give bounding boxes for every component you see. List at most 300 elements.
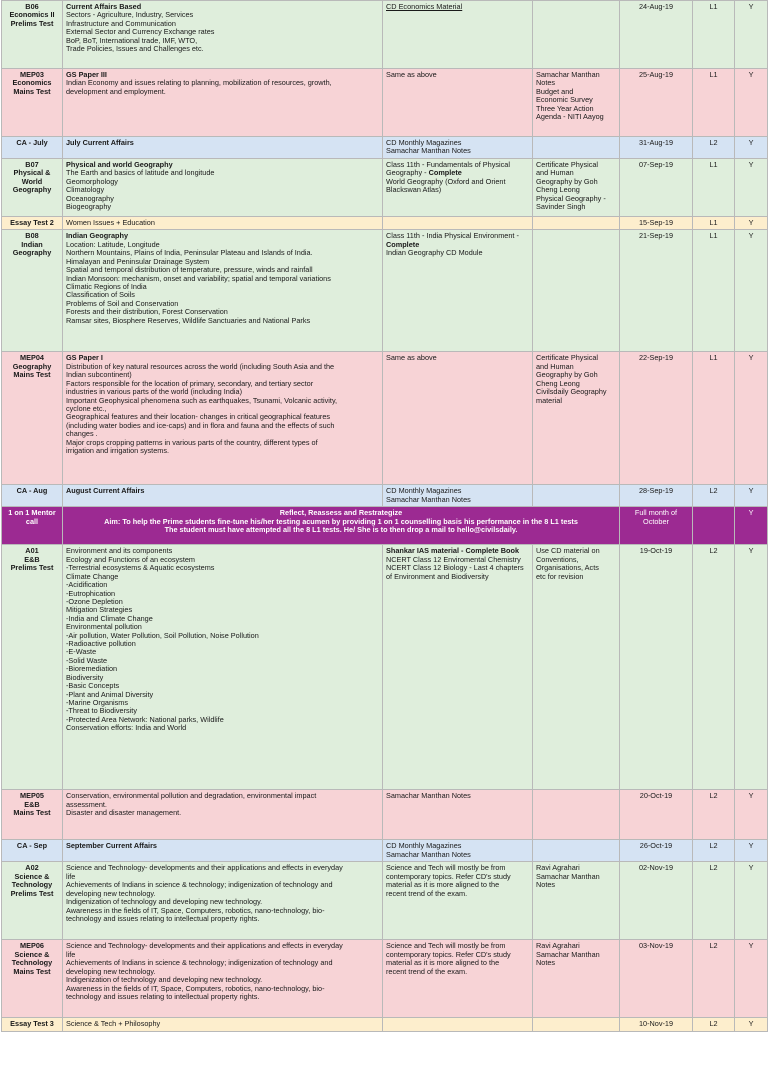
text-line: Ravi Agrahari <box>536 863 580 873</box>
text-line: Important Geophysical phenomena such as earthquakes, Tsunami, Volcanic activity, <box>66 395 338 405</box>
text-line: Class 11th - Fundamentals of Physical <box>386 160 510 169</box>
topic-title: July Current Affairs <box>66 138 134 147</box>
code-line: A02 <box>25 863 39 873</box>
row-material-mep06-science-technology-mains-test <box>383 940 533 1018</box>
text-line: -Acidification <box>66 580 108 590</box>
row-code-a02-science-technology-prelims-test <box>2 862 63 940</box>
text-line: Factors responsible for the location of primary, secondary, and tertiary sector <box>66 378 314 388</box>
table-row <box>2 159 768 217</box>
row-flag-mep06-science-technology-mains-test: Y <box>735 940 768 1018</box>
code-line: MEP03 <box>20 70 44 79</box>
row-topic-essay-test-2 <box>63 217 383 230</box>
code-line: Prelims Test <box>10 888 54 898</box>
table-row <box>2 545 768 790</box>
text-line: and Human <box>536 361 574 371</box>
code-line: Science & <box>14 871 50 881</box>
text-line: -Ozone Depletion <box>66 596 123 606</box>
text-line: Certificate Physical <box>536 353 599 363</box>
text-line: Achievements of Indians in science & technology; indigenization of technology and <box>66 880 333 890</box>
code-line: E&B <box>24 799 40 809</box>
row-topic-mep04-geography-mains-test <box>63 352 383 485</box>
text-line: Three Year Action <box>536 103 594 113</box>
mentor-banner-note: The student must have attempted all the 8 L1 tests. He/ She is to then drop a mail to hello@civilsdaily. <box>164 525 518 535</box>
text-line: Indian subcontinent) <box>66 370 132 380</box>
study-plan-schedule-table <box>1 0 768 1032</box>
text-line: World Geography (Oxford and Orient <box>386 176 506 186</box>
code-line: 20-Oct-19 <box>639 791 673 801</box>
topic-title: August Current Affairs <box>66 486 145 496</box>
row-flag-b06-economics-ii-prelims-test: Y <box>735 1 768 69</box>
row-topic-essay-test-3 <box>63 1018 383 1031</box>
text-line: Climate Change <box>66 571 119 581</box>
text-line: -Air pollution, Water Pollution, Soil Pollution, Noise Pollution <box>66 630 259 640</box>
row-extra-material-mep05-eb-mains-test <box>533 790 620 840</box>
text-line: Notes <box>536 880 556 890</box>
row-date-a02-science-technology-prelims-test <box>620 862 693 940</box>
topic-text: Women Issues + Education <box>66 218 155 227</box>
text-line: CD Monthly Magazines <box>386 138 462 147</box>
row-date-mep05-eb-mains-test <box>620 790 693 840</box>
text-line: Achievements of Indians in science & technology; indigenization of technology and <box>66 958 333 968</box>
row-material-ca-sep <box>383 840 533 862</box>
text-line: Biodiversity <box>66 672 104 682</box>
text-line: Sectors - Agriculture, Industry, Services <box>66 10 194 20</box>
text-line: External Sector and Currency Exchange rates <box>66 27 215 37</box>
text-line: Use CD material on <box>536 546 600 556</box>
row-date-essay-test-3 <box>620 1018 693 1031</box>
row-level-essay-test-2: L1 <box>693 217 735 230</box>
topic-title: Current Affairs Based <box>66 2 142 11</box>
row-level-b07-physical-world-geography: L1 <box>693 159 735 217</box>
row-code-ca-sep <box>2 840 63 862</box>
row-extra-material-b07-physical-world-geography <box>533 159 620 217</box>
text-line: Samachar Manthan <box>536 949 600 959</box>
row-material-a01-eb-prelims-test <box>383 545 533 790</box>
text-line: Environment and its components <box>66 546 173 556</box>
text-line: cyclone etc., <box>66 403 107 413</box>
text-line: NCERT Class 12 Enviromental Chemistry <box>386 554 521 564</box>
text-line: -E-Waste <box>66 647 97 657</box>
row-code-a01-eb-prelims-test <box>2 545 63 790</box>
row-code-b07-physical-world-geography <box>2 159 63 217</box>
text-line: Savinder Singh <box>536 202 586 212</box>
code-line: 28-Sep-19 <box>638 486 674 496</box>
row-date-essay-test-2 <box>620 217 693 230</box>
row-date-mep06-science-technology-mains-test <box>620 940 693 1018</box>
row-date-mep03-economics-mains-test <box>620 69 693 137</box>
text-line: Mitigation Strategies <box>66 605 133 615</box>
row-level-mep05-eb-mains-test: L2 <box>693 790 735 840</box>
text-line: Trade Policies, Issues and Challenges etc. <box>66 44 204 54</box>
row-level-ca-july: L2 <box>693 137 735 159</box>
code-line: MEP06 <box>20 941 44 951</box>
row-date-b07-physical-world-geography <box>620 159 693 217</box>
text-line: Problems of Soil and Conservation <box>66 298 179 308</box>
code-line: Indian <box>21 239 43 249</box>
code-line: Mains Test <box>13 808 51 818</box>
row-topic-b08-indian-geography <box>63 230 383 352</box>
row-extra-material-b06-economics-ii-prelims-test <box>533 1 620 69</box>
row-flag-mep03-economics-mains-test: Y <box>735 69 768 137</box>
row-date-ca-sep <box>620 840 693 862</box>
text-line: Forests and their distribution, Forest Conservation <box>66 307 228 317</box>
row-date-b08-indian-geography <box>620 230 693 352</box>
material-text: CD Economics Material <box>386 2 463 11</box>
code-line: Technology <box>11 880 53 890</box>
code-line: B07 <box>25 160 39 169</box>
code-line: Mains Test <box>13 86 51 96</box>
row-topic-a01-eb-prelims-test <box>63 545 383 790</box>
text-line: recent trend of the exam. <box>386 888 468 898</box>
text-line: material <box>536 395 562 405</box>
code-line: 24-Aug-19 <box>638 2 674 11</box>
row-flag-essay-test-2: Y <box>735 217 768 230</box>
row-extra-material-mep04-geography-mains-test <box>533 352 620 485</box>
code-line: 19-Oct-19 <box>639 546 673 556</box>
text-line: Ecology and Functions of an ecosystem <box>66 554 195 564</box>
text-line: Classification of Soils <box>66 290 135 300</box>
text-line: Indigenization of technology and developing new technology. <box>66 975 263 985</box>
text-line: Civilsdaily Geography <box>536 387 607 397</box>
row-extra-material-mep03-economics-mains-test <box>533 69 620 137</box>
mentor-call-banner <box>63 507 620 545</box>
row-code-ca-july <box>2 137 63 159</box>
code-line: Geography <box>12 361 52 371</box>
text-line: Indian Economy and issues relating to planning, mobilization of resources, growth, <box>66 78 332 88</box>
row-material-a02-science-technology-prelims-test <box>383 862 533 940</box>
text-line: development and employment. <box>66 86 166 96</box>
code-line: MEP05 <box>20 791 44 801</box>
text-line: Geomorphology <box>66 176 118 186</box>
row-code-essay-test-2 <box>2 217 63 230</box>
text-line: Conservation efforts: India and World <box>66 723 187 733</box>
text-line: assessment. <box>66 799 107 809</box>
mentor-banner-aim: Aim: To help the Prime students fine-tune his/her testing acumen by providing 1 on 1 counselling basis his performance in the 8 L1 tests <box>104 516 578 526</box>
text-line: -Marine Organisms <box>66 698 129 708</box>
code-line: World <box>21 176 43 186</box>
text-line: Science and Technology- developments and their applications and effects in everyday <box>66 941 343 951</box>
table-row <box>2 507 768 545</box>
row-flag-ca-aug: Y <box>735 485 768 507</box>
text-line: Certificate Physical <box>536 160 599 169</box>
row-flag-mep05-eb-mains-test: Y <box>735 790 768 840</box>
row-code-mep04-geography-mains-test <box>2 352 63 485</box>
row-topic-ca-sep <box>63 840 383 862</box>
row-flag-a02-science-technology-prelims-test: Y <box>735 862 768 940</box>
text-line: -Eutrophication <box>66 588 116 598</box>
code-line: Essay Test 3 <box>10 1019 54 1029</box>
table-row <box>2 217 768 230</box>
text-line: Physical Geography - <box>536 193 606 203</box>
row-flag-essay-test-3: Y <box>735 1018 768 1031</box>
code-line: Technology <box>11 958 53 968</box>
table-row <box>2 137 768 159</box>
text-line: Class 11th - India Physical Environment - <box>386 231 519 241</box>
row-flag-b07-physical-world-geography: Y <box>735 159 768 217</box>
text-line: Spatial and temporal distribution of temperature, pressure, winds and rainfall <box>66 265 313 275</box>
text-line: Samachar Manthan Notes <box>386 849 471 859</box>
row-level-a01-eb-prelims-test: L2 <box>693 545 735 790</box>
row-material-essay-test-3 <box>383 1018 533 1031</box>
row-date-a01-eb-prelims-test <box>620 545 693 790</box>
row-code-mep05-eb-mains-test <box>2 790 63 840</box>
row-topic-mep05-eb-mains-test <box>63 790 383 840</box>
topic-title: Indian Geography <box>66 231 129 241</box>
row-material-ca-july <box>383 137 533 159</box>
code-line: Geography <box>12 248 52 258</box>
text-line: developing new technology. <box>66 888 156 898</box>
row-level-b06-economics-ii-prelims-test: L1 <box>693 1 735 69</box>
code-line: Physical & <box>13 168 51 178</box>
row-material-b07-physical-world-geography <box>383 159 533 217</box>
table-row <box>2 862 768 940</box>
text-line: Indian Monsoon: mechanism, onset and variability; spatial and temporal variations <box>66 273 331 283</box>
row-flag-ca-sep: Y <box>735 840 768 862</box>
text-line: Samachar Manthan <box>536 871 600 881</box>
code-line: Economics II <box>9 10 55 20</box>
table-row <box>2 1 768 69</box>
topic-title: GS Paper III <box>66 70 107 79</box>
topic-text: Science & Tech + Philosophy <box>66 1019 161 1029</box>
code-line: Mains Test <box>13 966 51 976</box>
row-code-mep06-science-technology-mains-test <box>2 940 63 1018</box>
text-line: Samachar Manthan <box>536 70 600 79</box>
code-line: call <box>25 516 39 526</box>
code-line: Mains Test <box>13 370 51 380</box>
text-line: irrigation and irrigation systems. <box>66 446 170 456</box>
row-extra-material-ca-july <box>533 137 620 159</box>
text-line: contemporary topics. Refer CD's study <box>386 949 511 959</box>
text-line: technology and issues relating to intellectual property rights. <box>66 913 260 923</box>
code-line: October <box>643 516 669 526</box>
table-row <box>2 352 768 485</box>
code-line: Prelims Test <box>10 18 54 28</box>
text-line: and Human <box>536 168 574 178</box>
text-line: BoP, BoT, International trade, IMF, WTO, <box>66 35 198 45</box>
row-material-b06-economics-ii-prelims-test <box>383 1 533 69</box>
text-line: Conventions, <box>536 554 579 564</box>
code-line: 21-Sep-19 <box>638 231 674 241</box>
code-line: B08 <box>25 231 39 241</box>
code-line: A01 <box>25 546 39 556</box>
code-line: 22-Sep-19 <box>638 353 674 363</box>
code-line: Economics <box>12 78 52 88</box>
text-line: material as it is more aligned to the <box>386 958 500 968</box>
row-flag-ca-july: Y <box>735 137 768 159</box>
text-line: Notes <box>536 958 556 968</box>
text-line: Northern Mountains, Plains of India, Peninsular Plateau and Islands of India. <box>66 248 313 258</box>
table-row <box>2 1018 768 1031</box>
text-line: Samachar Manthan Notes <box>386 146 471 156</box>
code-line: Prelims Test <box>10 563 54 573</box>
topic-title: GS Paper I <box>66 353 103 363</box>
text-line: Ramsar sites, Biosphere Reserves, Wildlife Sanctuaries and National Parks <box>66 315 311 325</box>
row-date-ca-aug <box>620 485 693 507</box>
row-topic-a02-science-technology-prelims-test <box>63 862 383 940</box>
row-date-ca-july <box>620 137 693 159</box>
row-extra-material-ca-sep <box>533 840 620 862</box>
row-topic-mep06-science-technology-mains-test <box>63 940 383 1018</box>
text-line: NCERT Class 12 Biology - Last 4 chapters <box>386 563 524 573</box>
text-line: Awareness in the fields of IT, Space, Computers, robotics, nano-technology, bio- <box>66 905 325 915</box>
row-extra-material-mep06-science-technology-mains-test <box>533 940 620 1018</box>
text-line: etc for revision <box>536 571 584 581</box>
row-date-b06-economics-ii-prelims-test <box>620 1 693 69</box>
text-line: Shankar IAS material - Complete Book <box>386 546 520 556</box>
text-line: life <box>66 871 76 881</box>
text-line: -Bioremediation <box>66 664 118 674</box>
text-line: -Threat to Biodiversity <box>66 706 137 716</box>
row-material-mep03-economics-mains-test <box>383 69 533 137</box>
text-line: material as it is more aligned to the <box>386 880 500 890</box>
text-line: Science and Tech will mostly be from <box>386 941 506 951</box>
text-line: changes . <box>66 429 98 439</box>
row-topic-ca-aug <box>63 485 383 507</box>
row-level-mep04-geography-mains-test: L1 <box>693 352 735 485</box>
text-line: CD Monthly Magazines <box>386 841 462 851</box>
row-extra-material-b08-indian-geography <box>533 230 620 352</box>
code-line: E&B <box>24 554 40 564</box>
text-line: -Radioactive pollution <box>66 639 136 649</box>
text-line: developing new technology. <box>66 966 156 976</box>
text-line: Disaster and disaster management. <box>66 808 182 818</box>
row-material-mep05-eb-mains-test <box>383 790 533 840</box>
text-line: Complete <box>386 239 420 249</box>
row-material-ca-aug <box>383 485 533 507</box>
text-line: Notes <box>536 78 556 88</box>
code-line: Geography <box>12 185 52 195</box>
row-topic-b07-physical-world-geography <box>63 159 383 217</box>
row-level-a02-science-technology-prelims-test: L2 <box>693 862 735 940</box>
code-line: 25-Aug-19 <box>638 70 674 79</box>
code-line: B06 <box>25 2 39 11</box>
code-line: Essay Test 2 <box>10 218 54 227</box>
row-level-mep03-economics-mains-test: L1 <box>693 69 735 137</box>
row-level-one-on-one-mentor-call <box>693 507 735 545</box>
row-topic-b06-economics-ii-prelims-test <box>63 1 383 69</box>
code-line: 15-Sep-19 <box>638 218 674 227</box>
row-material-b08-indian-geography <box>383 230 533 352</box>
row-level-essay-test-3: L2 <box>693 1018 735 1031</box>
text-line: -Plant and Animal Diversity <box>66 689 154 699</box>
text-line: Indian Geography CD Module <box>386 248 483 258</box>
text-line: Infrastructure and Communication <box>66 18 176 28</box>
row-extra-material-essay-test-2 <box>533 217 620 230</box>
text-line: technology and issues relating to intellectual property rights. <box>66 991 260 1001</box>
code-line: 02-Nov-19 <box>638 863 674 873</box>
row-code-b06-economics-ii-prelims-test <box>2 1 63 69</box>
table-row <box>2 69 768 137</box>
text-line: Cheng Leong <box>536 185 580 195</box>
text-line: -Basic Concepts <box>66 681 120 691</box>
row-flag-one-on-one-mentor-call: Y <box>735 507 768 545</box>
table-row <box>2 790 768 840</box>
row-level-b08-indian-geography: L1 <box>693 230 735 352</box>
material-text: Samachar Manthan Notes <box>386 791 471 801</box>
text-line: of Environment and Biodiversity <box>386 571 489 581</box>
text-line: Distribution of key natural resources across the world (including South Asia and the <box>66 361 335 371</box>
text-line: Location: Latitude, Longitude <box>66 239 160 249</box>
material-text: Same as above <box>386 70 437 79</box>
text-line: Science and Tech will mostly be from <box>386 863 506 873</box>
code-line: 07-Sep-19 <box>638 160 674 169</box>
text-line: Ravi Agrahari <box>536 941 580 951</box>
schedule-table-body <box>2 1 768 1032</box>
code-line: 26-Oct-19 <box>639 841 673 851</box>
row-flag-a01-eb-prelims-test: Y <box>735 545 768 790</box>
row-extra-material-a02-science-technology-prelims-test <box>533 862 620 940</box>
row-code-b08-indian-geography <box>2 230 63 352</box>
table-row <box>2 485 768 507</box>
code-line: CA - July <box>16 138 48 147</box>
table-row <box>2 940 768 1018</box>
text-line: Organisations, Acts <box>536 563 599 573</box>
row-level-mep06-science-technology-mains-test: L2 <box>693 940 735 1018</box>
text-line: CD Monthly Magazines <box>386 486 462 496</box>
table-row <box>2 230 768 352</box>
text-line: Cheng Leong <box>536 378 580 388</box>
code-line: 31-Aug-19 <box>638 138 674 147</box>
text-line: Geography by Goh <box>536 176 598 186</box>
text-line: Budget and <box>536 86 574 96</box>
code-line: 03-Nov-19 <box>638 941 674 951</box>
row-extra-material-a01-eb-prelims-test <box>533 545 620 790</box>
row-material-essay-test-2 <box>383 217 533 230</box>
row-topic-ca-july <box>63 137 383 159</box>
code-line: MEP04 <box>20 353 44 363</box>
topic-title: Physical and world Geography <box>66 160 173 169</box>
row-flag-b08-indian-geography: Y <box>735 230 768 352</box>
text-line: Conservation, environmental pollution and degradation, environmental impact <box>66 791 317 801</box>
code-line: CA - Aug <box>16 486 48 496</box>
text-line: Awareness in the fields of IT, Space, Computers, robotics, nano-technology, bio- <box>66 983 325 993</box>
row-date-one-on-one-mentor-call <box>620 507 693 545</box>
text-line: -Protected Area Network: National parks, Wildlife <box>66 714 224 724</box>
text-line: Economic Survey <box>536 95 593 105</box>
table-row <box>2 840 768 862</box>
text-line: -Solid Waste <box>66 655 108 665</box>
code-line: 10-Nov-19 <box>638 1019 674 1029</box>
text-line: The Earth and basics of latitude and longitude <box>66 168 215 178</box>
text-line: contemporary topics. Refer CD's study <box>386 871 511 881</box>
row-flag-mep04-geography-mains-test: Y <box>735 352 768 485</box>
text-line: Science and Technology- developments and their applications and effects in everyday <box>66 863 343 873</box>
text-line: life <box>66 949 76 959</box>
text-line: Geographical features and their location- changes in critical geographical features <box>66 412 331 422</box>
mentor-banner-title: Reflect, Reassess and Restrategize <box>279 508 403 518</box>
text-line: Indigenization of technology and developing new technology. <box>66 897 263 907</box>
row-code-ca-aug <box>2 485 63 507</box>
row-material-mep04-geography-mains-test <box>383 352 533 485</box>
text-line: -Terrestrial ecosystems & Aquatic ecosystems <box>66 563 215 573</box>
material-text: Same as above <box>386 353 437 363</box>
text-line: Major crops cropping patterns in various parts of the country, different types of <box>66 437 318 447</box>
code-line: 1 on 1 Mentor <box>8 508 56 518</box>
text-line: Climatic Regions of India <box>66 281 147 291</box>
text-line: Climatology <box>66 185 105 195</box>
code-line: Full month of <box>634 508 678 518</box>
text-line: (including water bodies and ice-caps) and in flora and fauna and the effects of such <box>66 420 335 430</box>
text-line: industries in various parts of the world (including India) <box>66 387 243 397</box>
code-line: Science & <box>14 949 50 959</box>
text-line: Oceanography <box>66 193 114 203</box>
row-code-essay-test-3 <box>2 1018 63 1031</box>
code-line: CA - Sep <box>16 841 48 851</box>
row-extra-material-ca-aug <box>533 485 620 507</box>
topic-title: September Current Affairs <box>66 841 157 851</box>
text-line: recent trend of the exam. <box>386 966 468 976</box>
row-topic-mep03-economics-mains-test <box>63 69 383 137</box>
